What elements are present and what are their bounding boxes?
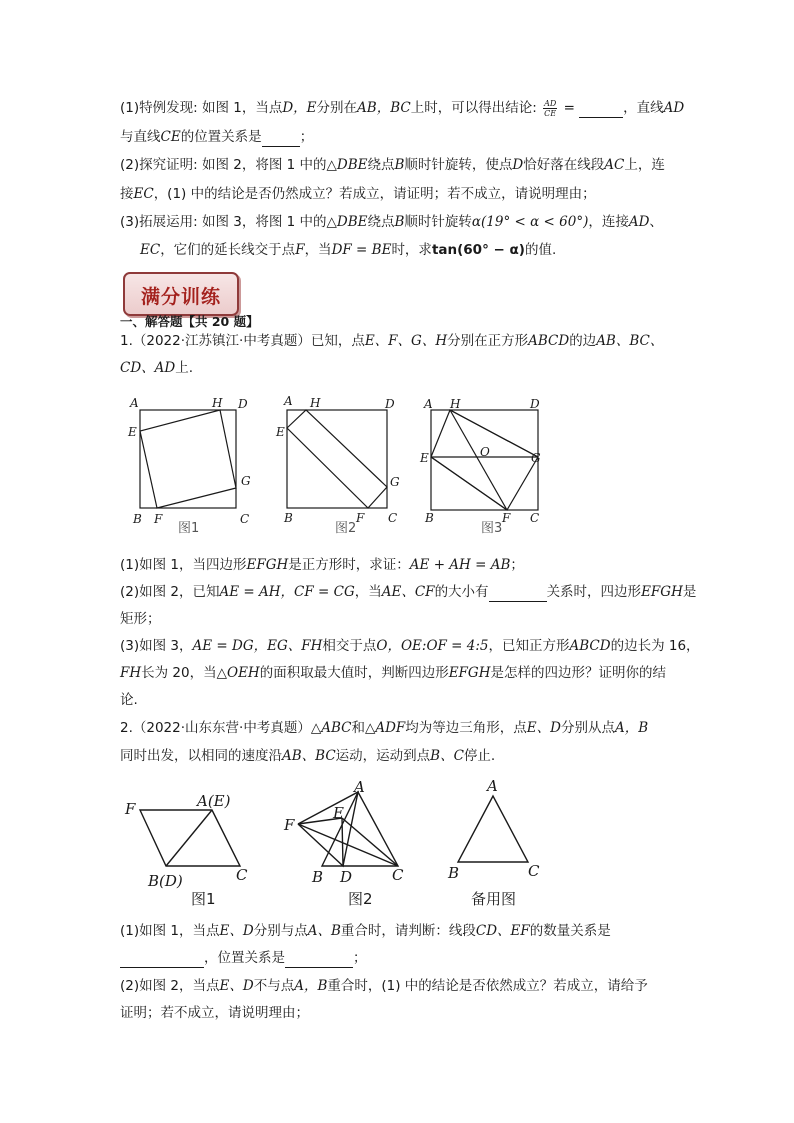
text: 相交于点 — [322, 638, 377, 654]
fig2-1-diagonal — [166, 810, 212, 866]
math: E、D — [526, 720, 561, 736]
math: E、D — [219, 923, 254, 939]
text: 的大小有 — [434, 584, 489, 600]
text: 上时，可以得出结论: — [410, 100, 537, 116]
math: CD、AD — [120, 360, 176, 376]
math: EFGH — [246, 557, 289, 573]
math: B、C — [430, 748, 464, 764]
text: 恰好落在线段 — [523, 157, 605, 173]
math: AB，BC — [357, 100, 411, 116]
fig1-label-a: A — [130, 396, 139, 410]
spare-label-a: A — [487, 777, 498, 795]
fig3-label-c: C — [530, 511, 540, 525]
math: ABCD — [528, 333, 570, 349]
text: 的数量关系是 — [529, 923, 611, 939]
text: 停止. — [463, 748, 496, 764]
text: (1)特例发现: 如图 1，当点 — [120, 100, 283, 116]
fig2-2-label-b: B — [312, 868, 324, 886]
text: (1)如图 1，当点 — [120, 923, 220, 939]
math: AE + AH = AB — [409, 557, 511, 573]
text: 的面积取最大值时，判断四边形 — [259, 665, 449, 681]
math: tan(60° − α) — [431, 242, 525, 258]
fig2-2-segment-ec — [342, 818, 398, 866]
q2-part2-line2: 证明；若不成立，请说明理由； — [120, 1005, 309, 1021]
fig3-label-e: E — [420, 451, 429, 465]
text: 关系时，四边形 — [546, 584, 642, 600]
math: AE、CF — [381, 584, 435, 600]
text: 是怎样的四边形？证明你的结 — [490, 665, 666, 681]
text: (2)如图 2，当点 — [120, 978, 220, 994]
math: △DBE — [326, 157, 368, 173]
text: 上. — [175, 360, 194, 376]
text: 同时出发，以相同的速度沿 — [120, 748, 282, 764]
text: (3)拓展运用: 如图 3，将图 1 中的 — [120, 214, 327, 230]
fraction-denominator: CE — [544, 108, 557, 118]
badge-label: 满分训练 — [141, 286, 222, 308]
text: ，(1) 中的结论是否仍然成立？若成立，请证明；若不成立，请说明理由； — [153, 186, 596, 202]
text: ，它们的延长线交于点 — [160, 242, 296, 258]
fig2-2-label-e: E — [333, 804, 344, 822]
fig2-1-parallelogram — [140, 810, 240, 866]
math: O，OE:OF = 4:5 — [376, 638, 489, 654]
fig1-label-e: E — [128, 425, 137, 439]
fig2-caption: 图2 — [335, 521, 357, 536]
text: 2.（2022·山东东营·中考真题） — [120, 720, 311, 736]
fig3-label-d: D — [530, 397, 540, 411]
fig2-2-segment-fc — [298, 824, 398, 866]
text: ，已知正方形 — [488, 638, 570, 654]
math: A，B — [614, 720, 649, 736]
fig3-label-a: A — [424, 397, 433, 411]
math: F — [295, 242, 305, 258]
math: FH — [120, 665, 142, 681]
text: 长为 20，当 — [141, 665, 217, 681]
answer-blank[interactable] — [120, 953, 204, 968]
math: △ADF — [364, 720, 406, 736]
text: (2)探究证明: 如图 2，将图 1 中的 — [120, 157, 327, 173]
fig1-label-h: H — [212, 396, 223, 410]
fig2-2-caption: 图2 — [348, 890, 373, 908]
text: 1.（2022·江苏镇江·中考真题）已知，点 — [120, 333, 365, 349]
fig3-label-g: G — [531, 451, 541, 465]
fig1-caption: 图1 — [178, 521, 200, 536]
math: EC — [140, 242, 161, 258]
text: ； — [299, 129, 314, 145]
text: ； — [510, 557, 524, 573]
text: 的值. — [524, 242, 557, 258]
fig3-label-o: O — [480, 445, 490, 459]
text: ； — [353, 950, 367, 966]
text: 不与点 — [253, 978, 295, 994]
text: (1)如图 1，当四边形 — [120, 557, 247, 573]
text: 时，求 — [391, 242, 432, 258]
fig2-2-label-c: C — [392, 866, 404, 884]
math: E、F、G、H — [364, 333, 448, 349]
math: α(19° < α < 60°) — [471, 214, 589, 230]
text: ，位置关系是 — [204, 950, 285, 966]
math: D — [512, 157, 524, 173]
text: 和 — [351, 720, 365, 736]
text: 与直线 — [120, 129, 161, 145]
text: 分别在 — [316, 100, 358, 116]
section-heading: 一、解答题【共 20 题】 — [120, 314, 259, 329]
fig2-label-f: F — [356, 511, 365, 525]
math: AC — [604, 157, 625, 173]
answer-blank[interactable] — [285, 953, 353, 968]
math: EFGH — [641, 584, 683, 600]
spare-triangle — [458, 796, 528, 862]
text: 绕点 — [367, 214, 395, 230]
math: E、D — [219, 978, 254, 994]
fig3-label-f: F — [502, 511, 511, 525]
fig1-label-b: B — [133, 512, 142, 526]
math: AB、BC、 — [596, 333, 664, 349]
fig2-label-h: H — [310, 396, 321, 410]
text: 是 — [682, 584, 697, 600]
text: ，连接 — [588, 214, 629, 230]
fig2-2-segment-ed — [342, 818, 343, 866]
text: 均为等边三角形，点 — [405, 720, 527, 736]
math: AE = DG，EG、FH — [192, 638, 323, 654]
math: AE = AH，CF = CG — [219, 584, 355, 600]
text: 接 — [120, 186, 134, 202]
text: 的边长为 16， — [610, 638, 700, 654]
text: 运动，运动到点 — [335, 748, 431, 764]
math: B — [394, 157, 405, 173]
fig2-1-caption: 图1 — [191, 890, 216, 908]
text: ，当 — [354, 584, 382, 600]
fig2-2-label-f: F — [284, 816, 295, 834]
fig2-1-label-bd: B(D) — [148, 872, 183, 890]
math: A，B — [294, 978, 328, 994]
text: 绕点 — [367, 157, 395, 173]
fig1-label-g: G — [241, 474, 251, 488]
math: CD、EF — [475, 923, 530, 939]
spare-caption: 备用图 — [471, 890, 517, 908]
fig1-label-c: C — [240, 512, 250, 526]
text: 分别从点 — [560, 720, 615, 736]
fig2-1-label-ae: A(E) — [197, 792, 231, 810]
text: 、 — [649, 214, 663, 230]
fig2-label-b: B — [284, 511, 293, 525]
math: AB、BC — [282, 748, 336, 764]
math: CE — [160, 129, 181, 145]
text: = — [563, 100, 575, 116]
text: 的位置关系是 — [180, 129, 262, 145]
fig2-1-label-f: F — [125, 800, 136, 818]
text: 是正方形时，求证： — [288, 557, 410, 573]
text: 重合时，(1) 中的结论是否依然成立？若成立，请给予 — [327, 978, 648, 994]
text: ，当 — [304, 242, 332, 258]
text: 分别与点 — [253, 923, 308, 939]
fig1-label-f: F — [154, 512, 163, 526]
q1-part2-line2: 矩形； — [120, 611, 161, 627]
fig2-2-label-a: A — [354, 778, 365, 796]
math: EFGH — [448, 665, 491, 681]
math: AD — [663, 100, 685, 116]
text: ，直线 — [623, 100, 664, 116]
fig2-2-label-d: D — [340, 868, 353, 886]
fig2-label-d: D — [385, 397, 395, 411]
fig2-1-label-c: C — [236, 866, 248, 884]
fraction-numerator: AD — [544, 98, 557, 108]
math: EC — [133, 186, 154, 202]
text: 分别在正方形 — [447, 333, 529, 349]
q2-part2-line1 — [120, 976, 648, 996]
math: ABCD — [569, 638, 611, 654]
math: DF = BE — [331, 242, 392, 258]
q2-part1-line1 — [120, 921, 611, 941]
math: D，E — [282, 100, 317, 116]
fig2-label-a: A — [284, 394, 293, 408]
text: (3)如图 3， — [120, 638, 193, 654]
text: 重合时，请判断：线段 — [340, 923, 476, 939]
math: △ABC — [310, 720, 352, 736]
q2-part1-line2 — [120, 948, 367, 968]
spare-label-b: B — [448, 864, 460, 882]
fig2-label-c: C — [388, 511, 398, 525]
math: △DBE — [326, 214, 368, 230]
text: 顺时针旋转，使点 — [404, 157, 513, 173]
text: (2)如图 2，已知 — [120, 584, 220, 600]
math: B — [394, 214, 405, 230]
spare-label-c: C — [528, 862, 540, 880]
text: 上，连 — [624, 157, 665, 173]
fig3-caption: 图3 — [481, 521, 503, 536]
text: 的边 — [569, 333, 597, 349]
math: AD — [628, 214, 650, 230]
math: △OEH — [216, 665, 260, 681]
math: A、B — [307, 923, 341, 939]
fig3-label-b: B — [425, 511, 434, 525]
fig1-label-d: D — [238, 397, 248, 411]
q1-part3-line3: 论. — [120, 692, 138, 708]
fig2-label-e: E — [276, 425, 285, 439]
fig2-label-g: G — [390, 475, 400, 489]
text: 顺时针旋转 — [404, 214, 472, 230]
fig3-label-h: H — [450, 397, 461, 411]
